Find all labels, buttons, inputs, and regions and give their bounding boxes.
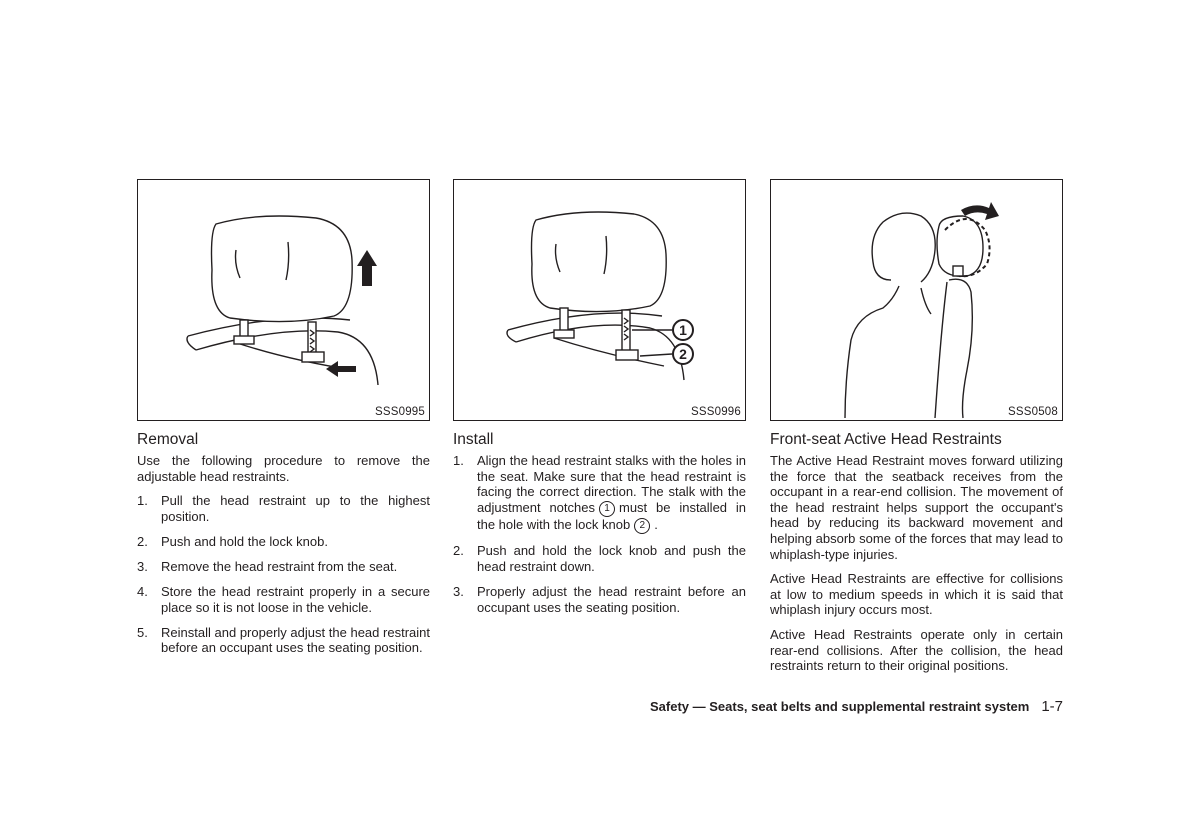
push-arrow-icon xyxy=(326,361,356,377)
figure-code: SSS0996 xyxy=(691,406,741,418)
list-item: 3. Remove the head restraint from the seat. xyxy=(137,558,398,574)
column-install xyxy=(453,179,746,625)
section-heading: Install xyxy=(453,431,494,448)
figure-code: SSS0508 xyxy=(1008,406,1058,418)
list-item: 1. Pull the head restraint up to the highest position. xyxy=(137,493,430,524)
svg-text:1: 1 xyxy=(679,322,687,338)
list-item: 1. Align the head restraint stalks with the holes in the seat. Make sure that the head restraint is facing the correct direction. The stalk with the adjustment notches 1 must be installed in the hole with the lock knob 2 . xyxy=(453,453,747,532)
paragraph: Active Head Restraints are effective for collisions at low to medium speeds in which it is said that whiplash injury occurs most. xyxy=(770,571,1063,618)
page-footer xyxy=(650,698,1063,715)
list-item: 2. Push and hold the lock knob. xyxy=(137,533,328,549)
callout-marker-2: 2 xyxy=(634,518,650,534)
list-item: 2. Push and hold the lock knob and push the head restraint down. xyxy=(453,543,746,574)
svg-text:2: 2 xyxy=(679,346,687,362)
figure-removal xyxy=(137,179,430,421)
list-item: 5. Reinstall and properly adjust the head restraint before an occupant uses the seating position. xyxy=(137,624,430,656)
up-arrow-icon xyxy=(357,250,377,286)
intro-paragraph: Use the following procedure to remove the adjustable head restraints. xyxy=(137,453,430,484)
active-head-restraint-illustration xyxy=(771,180,1062,420)
callout-2 xyxy=(673,344,693,364)
column-removal xyxy=(137,179,430,665)
removal-steps xyxy=(137,493,430,656)
head-restraint-removal-illustration xyxy=(138,180,429,420)
figure-active-head-restraint xyxy=(770,179,1063,421)
list-item: 3. Properly adjust the head restraint before an occupant uses the seating position. xyxy=(453,583,746,615)
list-item: 4. Store the head restraint properly in a secure place so it is not loose in the vehicle. xyxy=(137,584,430,615)
page-number: 1-7 xyxy=(1041,698,1063,715)
section-heading: Removal xyxy=(137,431,199,448)
callout-marker-1: 1 xyxy=(599,501,615,517)
footer-section-title: Safety — Seats, seat belts and supplemental restraint system xyxy=(650,699,1030,714)
head-restraint-install-illustration xyxy=(454,180,745,420)
figure-install xyxy=(453,179,746,421)
paragraph: Active Head Restraints operate only in certain rear-end collisions. After the collision, the head restraints return to their original positions. xyxy=(770,626,1063,674)
figure-code: SSS0995 xyxy=(375,406,425,418)
section-heading: Front-seat Active Head Restraints xyxy=(770,431,1002,448)
paragraph: The Active Head Restraint moves forward utilizing the force that the seatback receives from the occupant in a rear-end collision. The movement of the head restraint helps support the occupant's head by reducing its backward movement and helping absorb some of the forces that may lead to whiplash-type injuries. xyxy=(770,453,1063,562)
install-steps xyxy=(453,453,746,615)
column-active-head-restraints xyxy=(770,179,1063,683)
callout-1 xyxy=(673,320,693,340)
